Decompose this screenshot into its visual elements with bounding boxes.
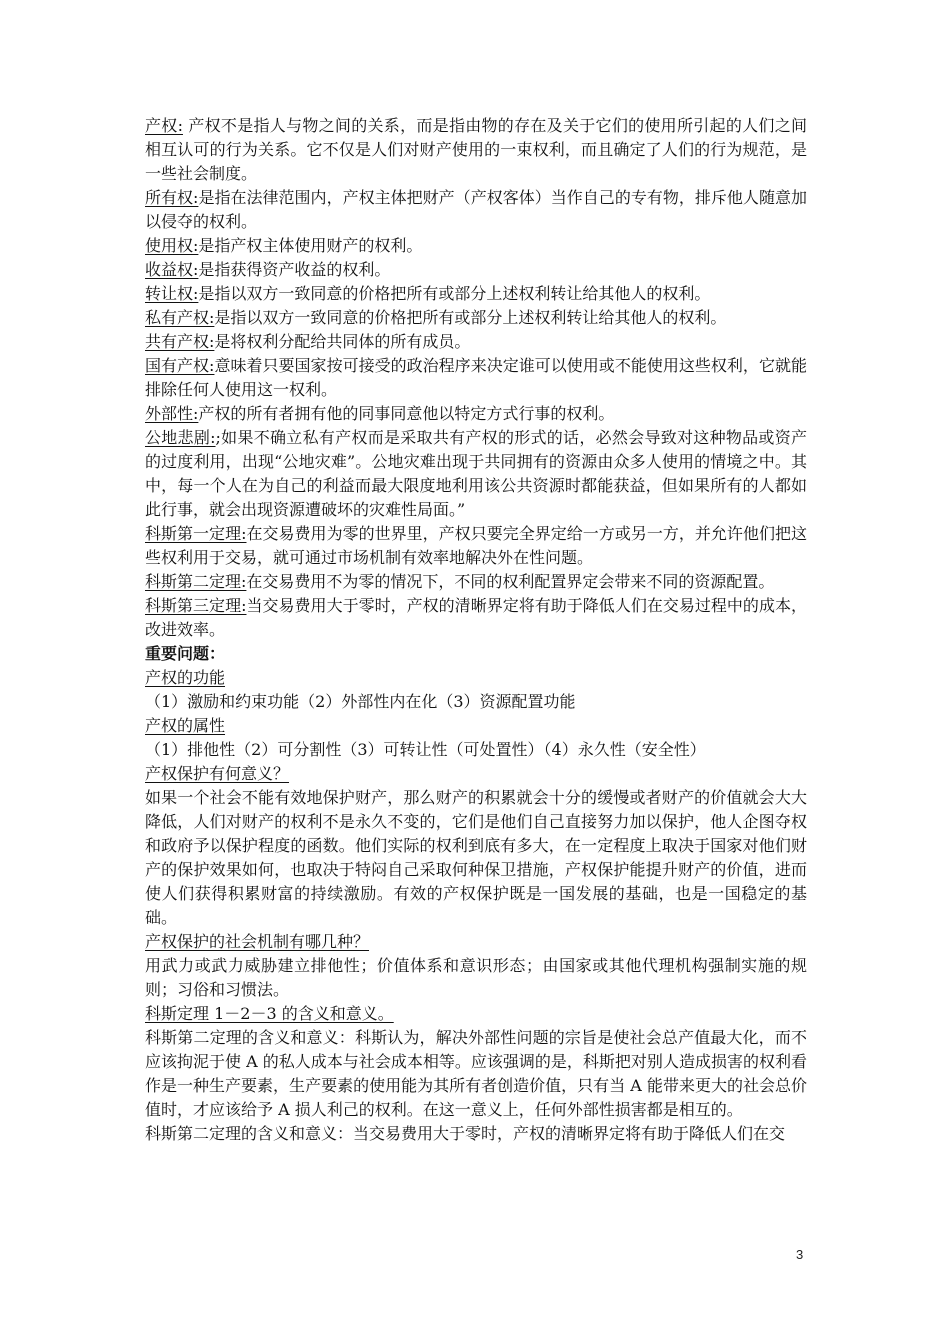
definition-entry bbox=[145, 594, 807, 642]
question-body: 如果一个社会不能有效地保护财产，那么财产的积累就会十分的缓慢或者财产的价值就会大大降低，人们对财产的权利不是永久不变的，它们是他们自己直接努力加以保护，他人企图夺权和政府予以保护程度的函数。他们实际的权利到底有多大，在一定程度上取决于国家对他们财产的保护效果如何，也取决于特闷自己采取何种保卫措施，产权保护能提升财产的价值，进而使人们获得积累财富的持续激励。有效的产权保护既是一国发展的基础，也是一国稳定的基础。 bbox=[145, 788, 807, 927]
definition-term: 产权: bbox=[145, 116, 183, 135]
definition-entry bbox=[145, 426, 807, 522]
section-heading: 重要问题： bbox=[145, 644, 226, 663]
question-body: 科斯第二定理的含义和意义：科斯认为，解决外部性问题的宗旨是使社会总产值最大化，而不应该拘泥于使 A 的私人成本与社会成本相等。应该强调的是，科斯把对别人造成损害的权利看作是一种生产要素，生产要素的使用能为其所有者创造价值，只有当 A 能带来更大的社会总价值时，才应该给予 A 损人利己的权利。在这一意义上，任何外部性损害都是相互的。 bbox=[145, 1028, 807, 1119]
definition-entry bbox=[145, 234, 807, 258]
definition-text: 意味着只要国家按可接受的政治程序来决定谁可以使用或不能使用这些权利，它就能排除任何人使用这一权利。 bbox=[145, 356, 807, 399]
question-title: 产权保护有何意义？ bbox=[145, 764, 290, 783]
definition-text: 是指以双方一致同意的价格把所有或部分上述权利转让给其他人的权利。 bbox=[214, 308, 727, 327]
definition-entry bbox=[145, 522, 807, 570]
definition-term: 外部性: bbox=[145, 404, 199, 423]
question-title: 产权的属性 bbox=[145, 716, 226, 735]
definition-term: 公地悲剧: bbox=[145, 428, 216, 447]
definition-entry bbox=[145, 114, 807, 186]
question-title: 产权保护的社会机制有哪几种？ bbox=[145, 932, 370, 951]
definition-text: 是指在法律范围内，产权主体把财产（产权客体）当作自己的专有物，排斥他人随意加以侵夺的权利。 bbox=[145, 188, 807, 231]
definition-entry bbox=[145, 330, 807, 354]
definition-text: 产权不是指人与物之间的关系，而是指由物的存在及关于它们的使用所引起的人们之间相互认可的行为关系。它不仅是人们对财产使用的一束权利，而且确定了人们的行为规范，是一些社会制度。 bbox=[145, 116, 807, 183]
definition-text: 产权的所有者拥有他的同事同意他以特定方式行事的权利。 bbox=[198, 404, 615, 423]
definition-text: 是将权利分配给共同体的所有成员。 bbox=[214, 332, 471, 351]
definition-text: ;如果不确立私有产权而是采取共有产权的形式的话，必然会导致对这种物品或资产的过度利用，出现“公地灾难”。公地灾难出现于共同拥有的资源由众多人使用的情境之中。其中，每一个人在为自己的利益而最大限度地利用该公共资源时都能获益，但如果所有的人都如此行事，就会出现资源遭破坏的灾难性局面。” bbox=[145, 428, 807, 519]
definition-term: 转让权: bbox=[145, 284, 199, 303]
definition-entry bbox=[145, 402, 807, 426]
question-body-continued: 科斯第二定理的含义和意义：当交易费用大于零时，产权的清晰界定将有助于降低人们在交 bbox=[145, 1124, 786, 1143]
definition-entry bbox=[145, 570, 807, 594]
question-title: 产权的功能 bbox=[145, 668, 226, 687]
definition-entry bbox=[145, 282, 807, 306]
definitions-list bbox=[145, 114, 807, 642]
question-title: 科斯定理 1－2－3 的含义和意义。 bbox=[145, 1004, 394, 1023]
definition-term: 科斯第一定理: bbox=[145, 524, 247, 543]
question-body: 用武力或武力威胁建立排他性；价值体系和意识形态；由国家或其他代理机构强制实施的规则；习俗和习惯法。 bbox=[145, 956, 807, 999]
question-body: （1）排他性（2）可分割性（3）可转让性（可处置性）（4）永久性（安全性） bbox=[145, 740, 706, 759]
page-number: 3 bbox=[796, 1247, 804, 1262]
definition-text: 是指以双方一致同意的价格把所有或部分上述权利转让给其他人的权利。 bbox=[198, 284, 711, 303]
definition-entry bbox=[145, 306, 807, 330]
definition-text: 当交易费用大于零时，产权的清晰界定将有助于降低人们在交易过程中的成本，改进效率。 bbox=[145, 596, 807, 639]
definition-entry bbox=[145, 258, 807, 282]
definition-term: 科斯第三定理: bbox=[145, 596, 247, 615]
question-body: （1）激励和约束功能（2）外部性内在化（3）资源配置功能 bbox=[145, 692, 576, 711]
important-questions bbox=[145, 642, 807, 1146]
definition-term: 所有权: bbox=[145, 188, 199, 207]
definition-term: 共有产权: bbox=[145, 332, 215, 351]
definition-term: 国有产权: bbox=[145, 356, 215, 375]
definition-text: 在交易费用为零的世界里，产权只要完全界定给一方或另一方，并允许他们把这些权利用于交易，就可通过市场机制有效率地解决外在性问题。 bbox=[145, 524, 807, 567]
definition-text: 是指产权主体使用财产的权利。 bbox=[198, 236, 423, 255]
definition-entry bbox=[145, 186, 807, 234]
definition-term: 科斯第二定理: bbox=[145, 572, 247, 591]
definition-term: 使用权: bbox=[145, 236, 199, 255]
definition-text: 是指获得资产收益的权利。 bbox=[198, 260, 391, 279]
definition-entry bbox=[145, 354, 807, 402]
definition-term: 私有产权: bbox=[145, 308, 215, 327]
document-page bbox=[145, 114, 807, 1146]
definition-term: 收益权: bbox=[145, 260, 199, 279]
definition-text: 在交易费用不为零的情况下，不同的权利配置界定会带来不同的资源配置。 bbox=[246, 572, 775, 591]
